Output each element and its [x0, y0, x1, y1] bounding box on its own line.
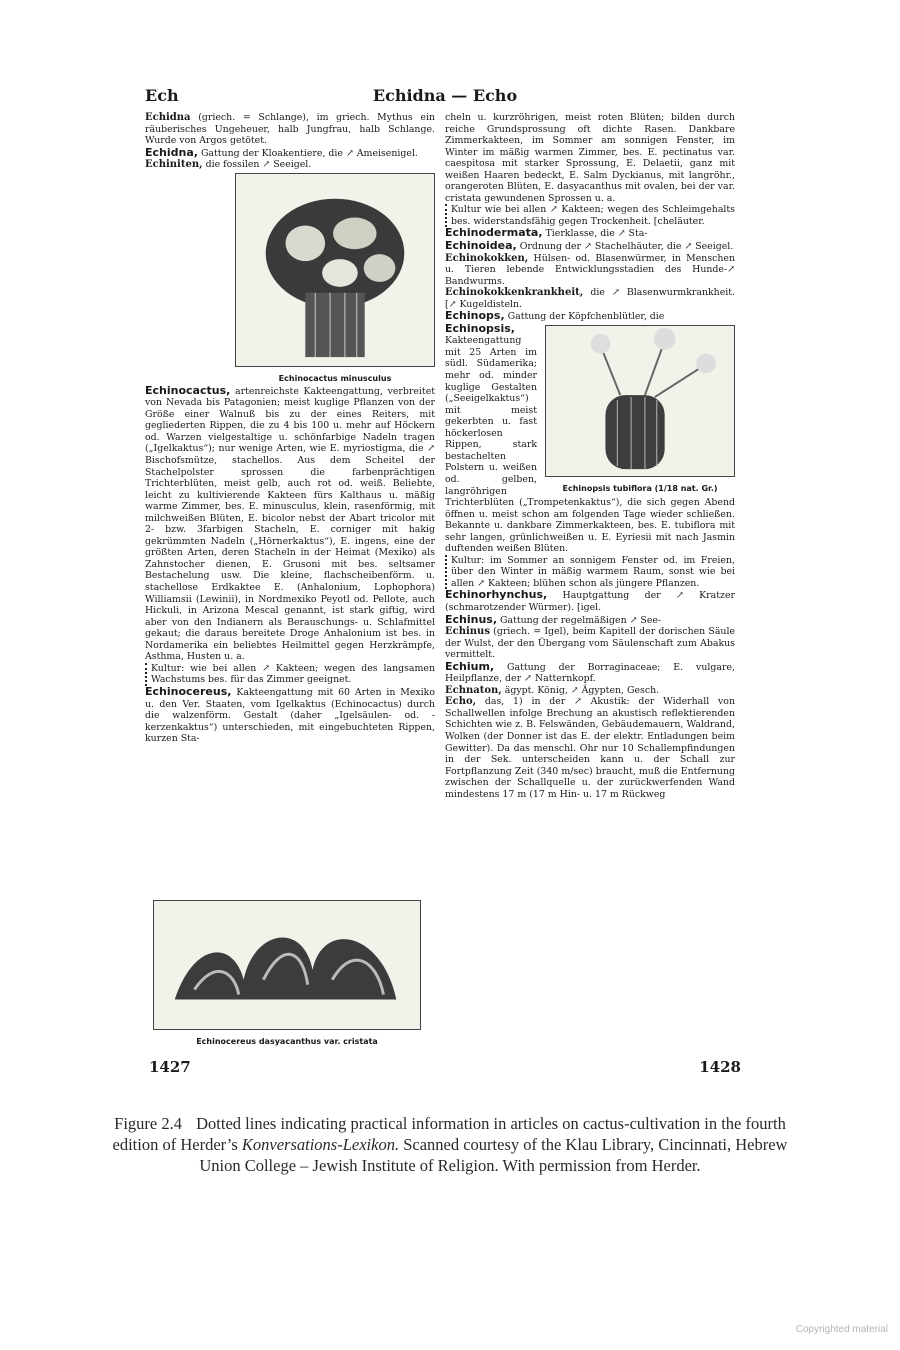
- entry: Echidna, Gattung der Kloakentiere, die ↗ Ameisenigel.: [145, 145, 418, 159]
- page-number-right: 1428: [699, 1058, 741, 1076]
- running-header: [145, 86, 745, 108]
- cactus-illustration: [235, 173, 435, 367]
- entry: Echinoidea, Ordnung der ↗ Stachelhäuter, die ↗ Seeigel.: [445, 239, 734, 253]
- practical-info: Kultur: wie bei allen ↗ Kakteen; wegen des langsamen Wachstums bes. für das Zimmer geeignet.: [145, 663, 435, 686]
- figure-echinopsis: [545, 325, 735, 493]
- right-column: [445, 112, 735, 800]
- caption-credit: Scanned courtesy of the Klau Library, Cincinnati, Hebrew Union College – Jewish Institute of Religion. With permission from Herder.: [199, 1135, 788, 1175]
- figure-caption: Echinocereus dasyacanthus var. cristata: [196, 1037, 378, 1046]
- entry: Echiniten, die fossilen ↗ Seeigel.: [145, 159, 312, 171]
- entry: Echinocactus, artenreichste Kakteengattung, verbreitet von Nevada bis Patagonien; meist kuglige Pflanzen von der Größe einer Walnuß bis zu der eines Reiters, mit gegliederten Rippen, die zu 4 bis 100 u. mehr auf Höckern od. Warzen vielgestaltige u. schönfarbige Nadeln tragen („Igelkaktus“); nur wenige Arten, wie E. myriostigma, die ↗ Bischofsmütze, stachellos. Aus dem Scheitel der Stachelpolster sprossen die farbenprächtigen Trichterblüten, meist gelb, auch rot od. weiß. Beliebte, leicht zu kultivierende Kakteen fürs Kalthaus u. mäßig warme Zimmer, bes. E. minusculus, klein, rasenförmig, mit milchweißen Blüten, E. bicolor nebst der Abart tricolor mit 2- bzw. 3farbigen Stacheln, E. corniger mit hakig gekrümmten Nadeln („Hörnerkaktus“), E. ingens, eine der größten Arten, deren Stacheln in der Heimat (Mexiko) als Zahnstocher dienen, E. Grusoni mit bes. seltsamer Bestachelung usw. Die kleine, flachscheibenförm. u. stachellose Erdkaktee E. (Anhalonium, Lophophora) Williamsii (Lewinii), in Nordmexiko Peyotl od. Pellote, auch Hickuli, in Arizona Mescal genannt, ist stark giftig, wird aber von den Indianern als Berauschungs- u. Schlafmittel gekaut; die daraus bereitete Droge Anhalonium ist bes. in Nordamerika ein beliebtes Heilmittel gegen Herzkrämpfe, Asthma, Husten u. a.: [145, 383, 436, 663]
- figure-echinocactus: [235, 173, 435, 384]
- header-title: Echidna — Echo: [372, 86, 518, 105]
- entry: Echidna (griech. = Schlange), im griech. Mythus ein räuberisches Ungeheuer, halb Jungfrau, halb Schlange. Wurde von Argos getötet.: [145, 112, 435, 147]
- entry: Echinorhynchus, Hauptgattung der ↗ Kratzer (schmarotzender Würmer). [igel.: [445, 588, 735, 613]
- entry: Echo, das, 1) in der ↗ Akustik: der Widerhall von Schallwellen infolge Brechung an akustisch reflektierenden Schichten wie z. B. Felswänden, Gebäudemauern, Waldrand, Wolken (der Donner ist das E. der elektr. Entladungen beim Gewitter). Da das menschl. Ohr nur 10 Schallempfindungen in der Sek. unterscheiden kann u. der Schall zur Fortpflanzung Zeit (340 m/sec) braucht, muß die Entfernung zwischen der Schallquelle u. der zurückwerfenden Wand mindestens 17 m (17 m Hin- u. 17 m Rückweg: [445, 696, 735, 800]
- entry: Echinus, Gattung der regelmäßigen ↗ See-: [445, 612, 662, 626]
- caption-title: Konversations-Lexikon.: [241, 1135, 400, 1154]
- header-left: Ech: [145, 86, 179, 105]
- entry: cheln u. kurzröhrigen, meist roten Blüten; bilden durch reiche Grundsprossung oft dichte Rasen. Dankbare Zimmerkakteen, im Sommer am sonnigen Fenster, im Winter im mäßig warmen Zimmer, bes. E. pectinatus var. caespitosa mit starker Sprossung, E. Delaetii, ganz mit weißen Haaren bedeckt, E. Salm Dyckianus, mit langröhr., orangeroten Blüten, E. dasyacanthus mit ovalen, bei der var. cristata gewundenen Sprossen u. a.: [445, 112, 735, 204]
- entry: Echinus (griech. = Igel), beim Kapitell der dorischen Säule der Wulst, der den Übergang vom Säulenschaft zum Abakus vermittelt.: [445, 626, 735, 661]
- caption-text: Dotted lines indicating practical information in articles on cactus-cultivation in the fourth edition of Herder’s: [112, 1114, 786, 1154]
- figure-caption: Echinopsis tubiflora (1/18 nat. Gr.): [562, 484, 718, 494]
- copyright-watermark: Copyrighted material: [795, 1324, 888, 1335]
- page-number-left: 1427: [149, 1058, 191, 1076]
- entry: Echinokokkenkrankheit, die ↗ Blasenwurmkrankheit. [↗ Kugeldisteln.: [445, 287, 735, 310]
- entry: Echinops, Gattung der Köpfchenblütler, die: [445, 309, 665, 323]
- left-column: [145, 112, 435, 745]
- practical-info: Kultur: im Sommer an sonnigem Fenster od. im Freien, über den Winter in mäßig warmem Raum, sonst wie bei allen ↗ Kakteen; blühen schon als jüngere Pflanzen.: [445, 555, 735, 590]
- cactus-illustration: [153, 900, 421, 1030]
- cactus-illustration: [545, 325, 735, 477]
- figure-caption: Echinocactus minusculus: [278, 374, 392, 384]
- entry: Echium, Gattung der Borraginaceae; E. vulgare, Heilpflanze, der ↗ Natternkopf.: [445, 659, 735, 685]
- figure-caption-block: [100, 1113, 800, 1176]
- figure-echinocereus: [153, 900, 421, 1046]
- scanned-page: [145, 80, 745, 1080]
- entry: Echinodermata, Tierklasse, die ↗ Sta-: [445, 226, 648, 240]
- entry: Echinocereus, Kakteengattung mit 60 Arten in Mexiko u. den Ver. Staaten, vom Igelkaktus (Echinocactus) durch die walzenförm. Gestalt (daher „Igelsäulen- od. -kerzenkaktus“) unterschieden, mit eingebuchteten Rippen, kurzen Sta-: [145, 684, 436, 745]
- entry: Echinopsis, Kakteengattung mit 25 Arten im südl. Südamerika; mehr od. minder kuglige Gestalten („Seeigelkaktus“) mit meist gekerbten u. fast höckerlosen Rippen, stark bestachelten Polstern u. weißen od. gelben, langröhrigen Trichterblüten („Trompetenkaktus“), die sich gegen Abend öffnen u. meist schon am folgenden Tage wieder schließen. Bekannte u. dankbare Zimmerkakteen, bes. E. tubiflora mit sehr langen, grünlichweißen u. E. Eyriesii mit nach Jasmin duftenden weißen Blüten.: [445, 321, 735, 555]
- entry: Echinokokken, Hülsen- od. Blasenwürmer, in Menschen u. Tieren lebende Entwicklungsstadien des Hunde-↗ Bandwurms.: [445, 252, 736, 287]
- entry: Echnaton, ägypt. König, ↗ Ägypten, Gesch.: [445, 684, 660, 696]
- figure-label: Figure 2.4: [114, 1114, 182, 1133]
- practical-info: Kultur wie bei allen ↗ Kakteen; wegen des Schleimgehalts bes. widerstandsfähig gegen Trockenheit. [cheläuter.: [445, 204, 735, 227]
